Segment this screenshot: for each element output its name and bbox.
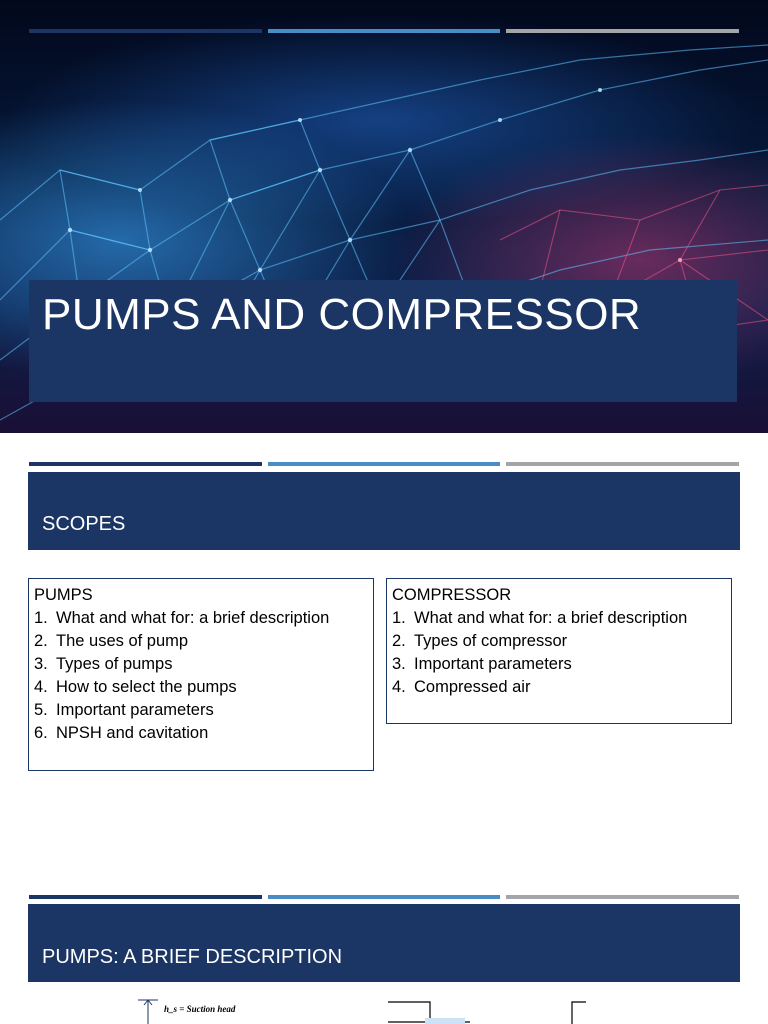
pumps-box-title: PUMPS [34, 586, 93, 604]
list-item: 1. What and what for: a brief description [34, 609, 330, 627]
accent-stripe-gray [506, 29, 739, 33]
list-item: 3. Types of pumps [34, 655, 173, 673]
list-item: 6. NPSH and cavitation [34, 724, 209, 742]
list-item: 4. How to select the pumps [34, 678, 237, 696]
title-slide [0, 0, 768, 433]
pump-diagram-partial [0, 990, 768, 1024]
pumps-scope-box [28, 578, 374, 771]
list-item: 1. What and what for: a brief description [392, 609, 688, 627]
accent-stripe-gray [506, 895, 739, 899]
slide-title: PUMPS AND COMPRESSOR [42, 290, 642, 339]
list-item: 2. Types of compressor [392, 632, 568, 650]
pumps-scope-list [34, 607, 373, 745]
scopes-heading-bar [28, 472, 740, 550]
compressor-box-title: COMPRESSOR [392, 586, 512, 604]
accent-stripe-blue [268, 29, 500, 33]
compressor-scope-list [392, 607, 731, 699]
fluid-level-shape [425, 1018, 465, 1024]
compressor-scope-box [386, 578, 732, 724]
accent-stripe-blue [268, 462, 500, 466]
list-item: 3. Important parameters [392, 655, 572, 673]
accent-stripe-dark [29, 462, 262, 466]
brief-description-heading: PUMPS: A BRIEF DESCRIPTION [42, 946, 343, 968]
accent-stripe-dark [29, 29, 262, 33]
list-item: 4. Compressed air [392, 678, 531, 696]
suction-head-label: h_s = Suction head [164, 1004, 236, 1014]
accent-stripe-gray [506, 462, 739, 466]
brief-description-heading-bar [28, 904, 740, 982]
scopes-heading: SCOPES [42, 513, 126, 535]
accent-stripe-dark [29, 895, 262, 899]
accent-stripe-blue [268, 895, 500, 899]
list-item: 2. The uses of pump [34, 632, 189, 650]
title-box [29, 280, 737, 402]
list-item: 5. Important parameters [34, 701, 214, 719]
